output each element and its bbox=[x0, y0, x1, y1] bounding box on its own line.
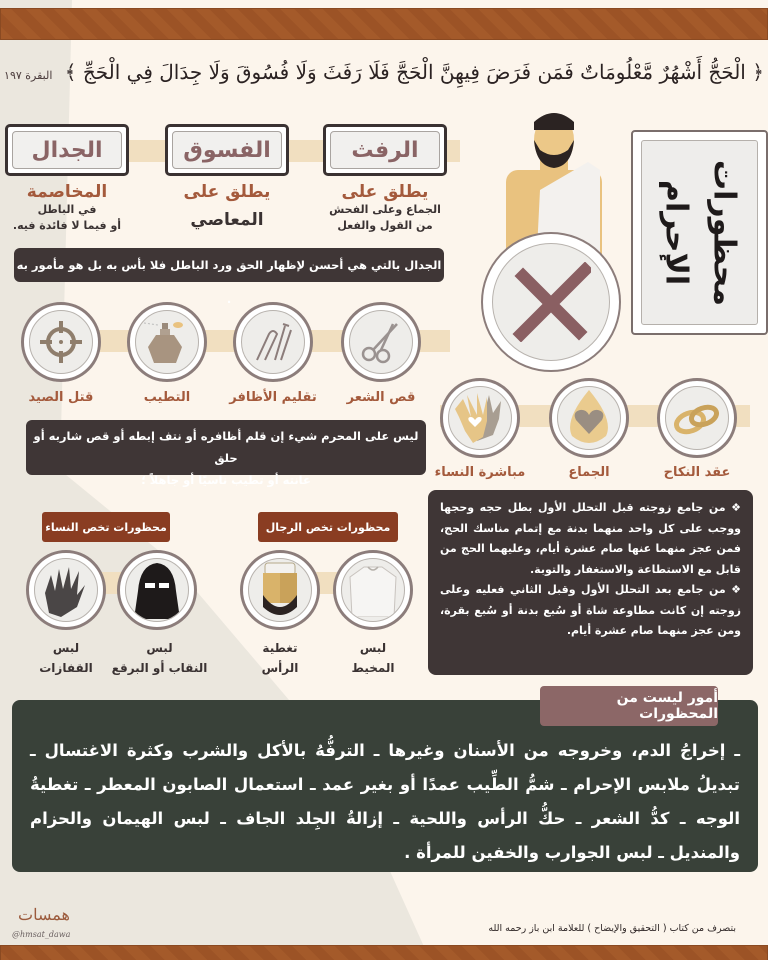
crosshair-icon bbox=[38, 319, 84, 365]
circle-niqab bbox=[117, 550, 197, 630]
term-heading: يطلق على bbox=[341, 182, 429, 202]
label-nail-clipping: تقليم الأظافر bbox=[229, 390, 317, 405]
ruling-paragraph: ❖ من جامع بعد التحلل الأول وقبل الثاني فعليه وعلى زوجته إن كانت مطاوعة شاة أو سُبع بدنة أو سُبع بقرة، ومن عجز منهما صام عشرة أيام. bbox=[440, 583, 741, 637]
bottom-decorative-band bbox=[0, 945, 768, 960]
verse-reference: البقرة ١٩٧ bbox=[4, 69, 53, 82]
label-line: المخيط bbox=[351, 661, 395, 675]
nail-clipper-icon bbox=[251, 320, 295, 364]
shirt-icon bbox=[348, 563, 398, 617]
verse-text: ﴿ الْحَجُّ أَشْهُرٌ مَّعْلُومَاتٌ فَمَن فَرَضَ فِيهِنَّ الْحَجَّ فَلَا رَفَثَ وَلَا فُسُوقَ وَلَا جِدَالَ فِي الْحَجِّ ﴾ bbox=[64, 60, 764, 84]
hand-heart-icon bbox=[453, 391, 507, 445]
circle-gloves bbox=[26, 550, 106, 630]
label-intercourse: الجماع bbox=[568, 465, 610, 480]
title-panel bbox=[631, 130, 768, 335]
label-perfume: التطيب bbox=[143, 390, 191, 405]
term-desc-line: من القول والفعل bbox=[337, 219, 433, 232]
circle-sewn-clothing bbox=[333, 550, 413, 630]
label-head-covering bbox=[225, 638, 335, 678]
top-decorative-band bbox=[0, 8, 768, 40]
title-line-1: محظورات bbox=[706, 159, 742, 306]
title-line-2: الإحرام bbox=[658, 179, 694, 286]
term-heading: المخاصمة bbox=[26, 182, 108, 202]
circle-perfume bbox=[127, 302, 207, 382]
rings-icon bbox=[672, 398, 722, 438]
term-desc-line: في الباطل bbox=[37, 203, 97, 216]
heart-icon bbox=[564, 390, 614, 446]
label-foreplay: مباشرة النساء bbox=[434, 465, 526, 480]
term-box-rafath bbox=[323, 124, 447, 176]
term-desc-line: أو فيما لا فائدة فيه. bbox=[12, 219, 122, 232]
forgetful-note-line: عانته أو تطيب ناسيًا أو جاهلاً ؛ bbox=[141, 473, 311, 487]
jidal-note: الجدال بالتي هي أحسن لإظهار الحق ورد الباطل فلا بأس به بل هو مأمور به . bbox=[14, 248, 444, 282]
term-heading: يطلق على bbox=[183, 182, 271, 202]
term-box-fusooq bbox=[165, 124, 289, 176]
circle-intercourse bbox=[549, 378, 629, 458]
women-prohibitions-tag: محظورات تخص النساء bbox=[42, 512, 170, 542]
label-line: تغطية bbox=[262, 641, 298, 655]
label-marriage-contract: عقد النكاح bbox=[663, 465, 731, 480]
term-label: الفسوق bbox=[172, 131, 282, 169]
ruling-paragraph: ❖ من جامع زوجته قبل التحلل الأول بطل حجه وحجها ووجب على كل واحد منهما بدنة مع إتمام مناسك الحج، فمن عجز منهما عنها صام عشرة أيام، وعليهما الحج من قابل مع الاستطاعة والاستغفار والتوبة. bbox=[440, 501, 741, 576]
source-citation: بتصرف من كتاب ( التحقيق والإيضاح ) للعلامة ابن باز رحمه الله bbox=[488, 923, 736, 934]
head-cover-icon bbox=[255, 561, 305, 619]
circle-nail-clipping bbox=[233, 302, 313, 382]
label-gloves bbox=[11, 638, 121, 678]
forgetful-note-line: ليس على المحرم شيء إن قلم أظافره أو نتف إبطه أو قص شاربه أو حلق bbox=[33, 429, 419, 465]
brand-logo: همسات bbox=[18, 905, 70, 924]
forgetful-note bbox=[26, 420, 426, 487]
men-prohibitions-tag: محظورات تخص الرجال bbox=[258, 512, 398, 542]
term-desc-rafath bbox=[310, 182, 460, 234]
term-desc-fusooq bbox=[152, 182, 302, 230]
circle-marriage-contract bbox=[657, 378, 737, 458]
scissors-icon bbox=[359, 320, 403, 364]
circle-foreplay bbox=[440, 378, 520, 458]
brand-handle: @hmsat_dawa bbox=[12, 930, 71, 939]
intercourse-rulings-box bbox=[428, 490, 753, 675]
circle-head-covering bbox=[240, 550, 320, 630]
circle-hunting bbox=[21, 302, 101, 382]
circle-hair-cutting bbox=[341, 302, 421, 382]
perfume-icon bbox=[142, 317, 192, 367]
prohibited-x-circle bbox=[481, 232, 621, 372]
label-hair-cutting: قص الشعر bbox=[346, 390, 416, 405]
label-line: لبس bbox=[52, 641, 80, 655]
x-mark-icon bbox=[511, 262, 591, 342]
non-prohibited-text: ـ إخراجُ الدم، وخروجه من الأسنان وغيرها ـ الترفُّهُ بالأكل والشرب وكثرة الاغتسال ـ تبديلُ ملابس الإحرام ـ شمُّ الطِّيب عمدًا أو بغير عمد ـ استعمال الصابون المعطر ـ تغطيةُ الوجه ـ كدُّ الشعر ـ حكُّ الرأس واللحية ـ إزالةُ الجِلد الجاف ـ لبس الهيمان والحزام والمنديل ـ لبس الجوارب والخفين للمرأة . bbox=[30, 741, 740, 862]
label-line: القفازات bbox=[39, 661, 93, 675]
term-desc-big: المعاصي bbox=[190, 210, 264, 230]
label-line: الرأس bbox=[261, 661, 299, 675]
term-desc-jidal bbox=[0, 182, 142, 234]
term-label: الجدال bbox=[12, 131, 122, 169]
niqab-icon bbox=[132, 561, 182, 619]
term-desc-line: الجماع وعلى الفحش bbox=[329, 203, 441, 216]
label-line: لبس bbox=[146, 641, 173, 655]
term-label: الرفث bbox=[330, 131, 440, 169]
label-line: لبس bbox=[359, 641, 387, 655]
non-prohibited-tag: أمور ليست من المحظورات bbox=[540, 686, 718, 726]
glove-icon bbox=[41, 563, 91, 617]
term-box-jidal bbox=[5, 124, 129, 176]
label-hunting: قتل الصيد bbox=[28, 390, 94, 405]
label-line: النقاب أو البرقع bbox=[111, 661, 208, 675]
quran-verse bbox=[0, 60, 768, 84]
